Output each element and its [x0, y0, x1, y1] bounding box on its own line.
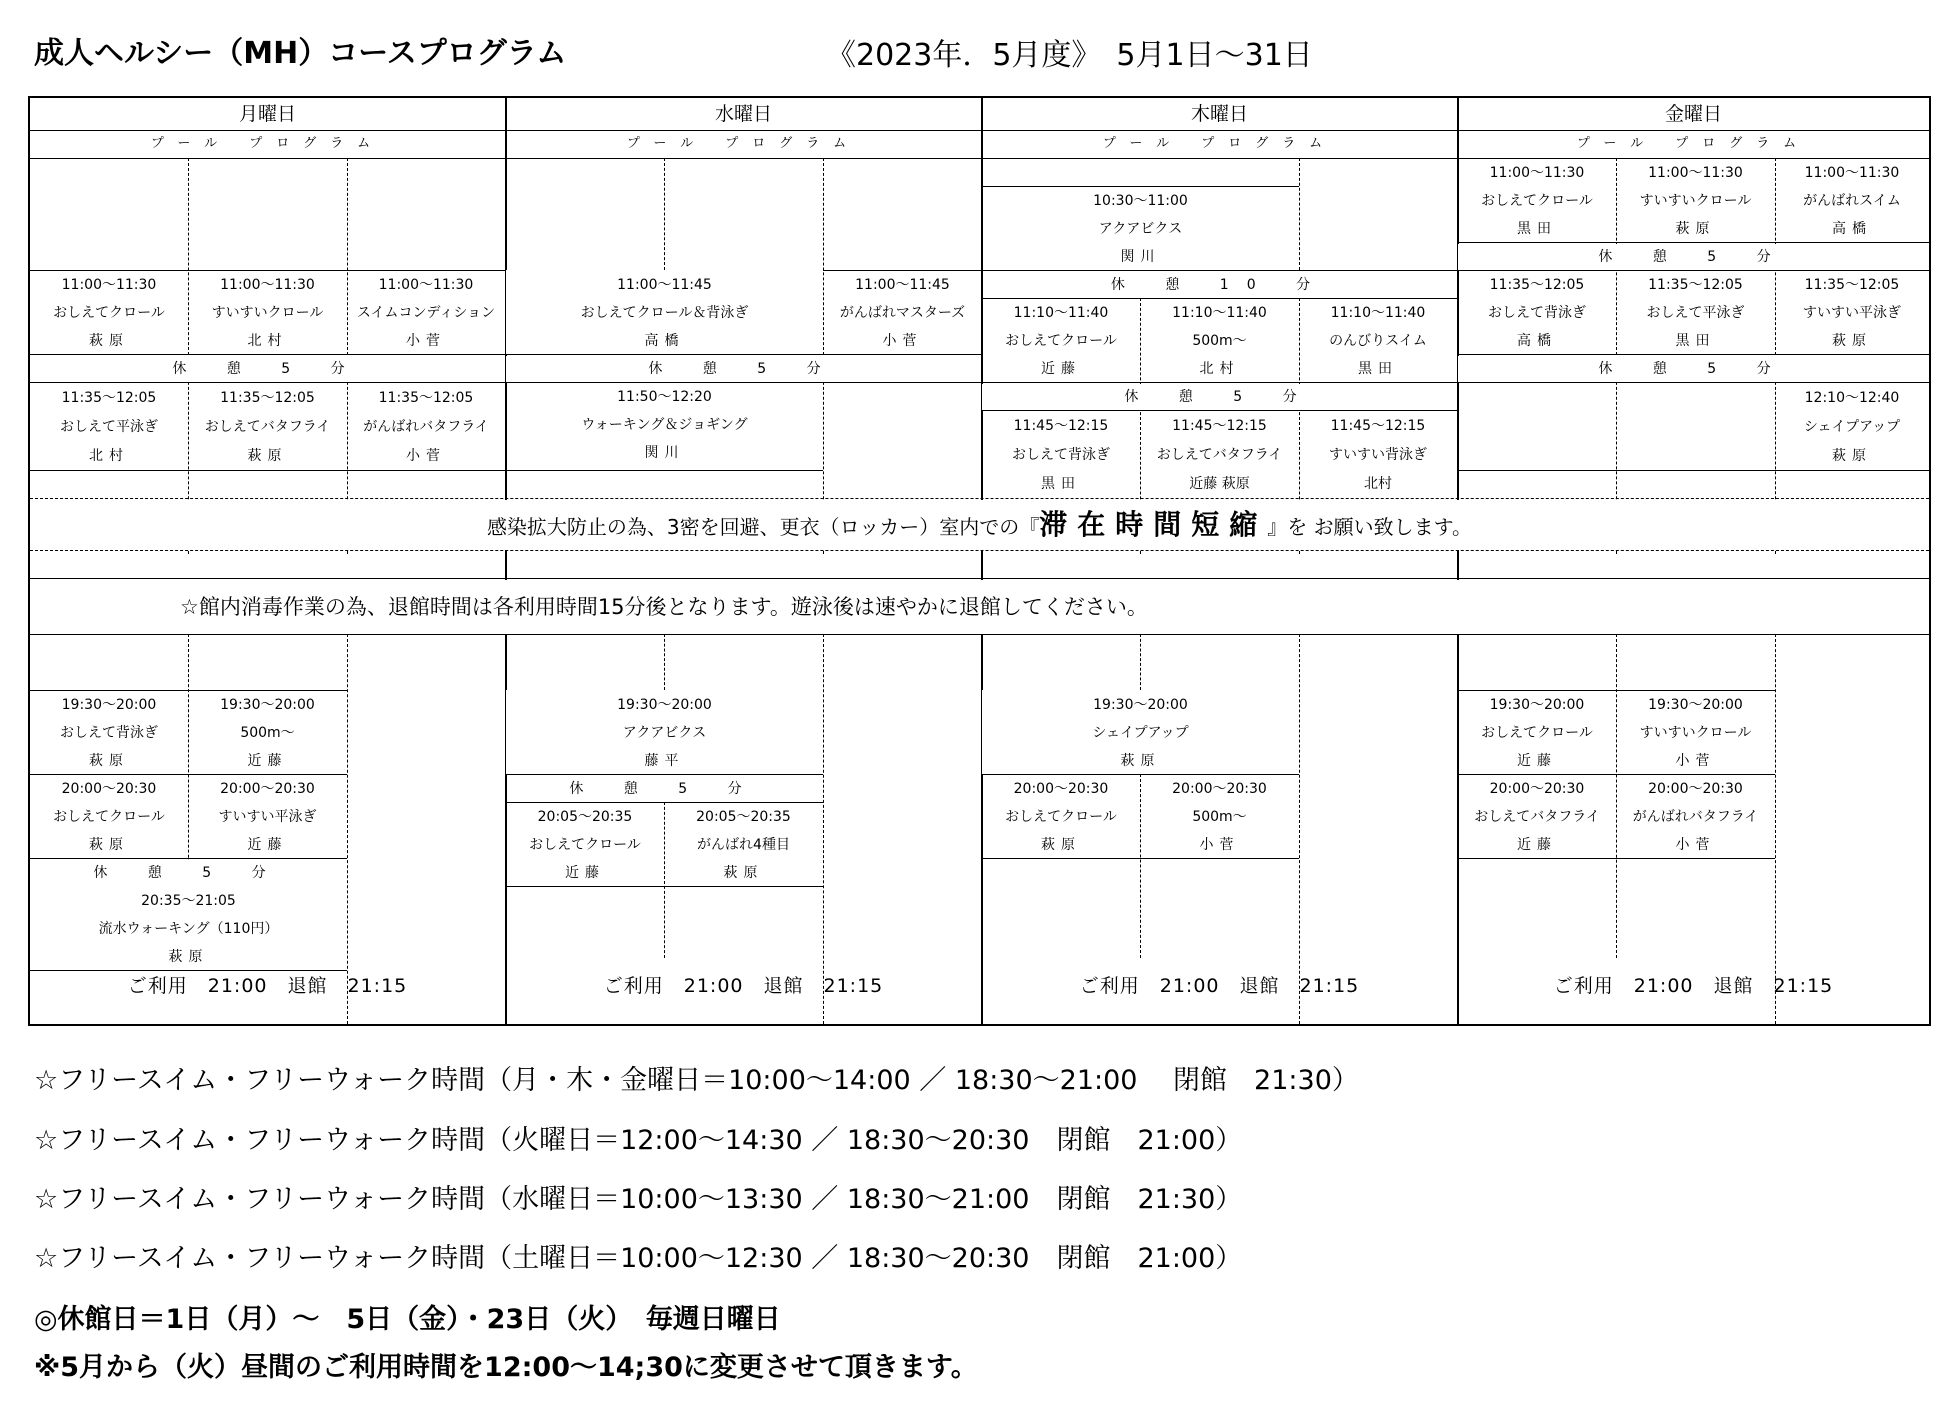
session-name: がんばれ4種目: [697, 837, 790, 853]
session-block: [30, 886, 347, 970]
row-line: [982, 382, 1457, 383]
row-line: [506, 774, 823, 775]
session-time: 19:30～20:00: [61, 697, 157, 713]
session-name: おしえて背泳ぎ: [60, 725, 158, 741]
session-instructor: 黒田: [1517, 221, 1557, 237]
session-name: 500m～: [1192, 809, 1247, 825]
session-name: すいすいクロール: [211, 305, 324, 321]
session-name: おしえて平泳ぎ: [60, 418, 158, 435]
session-name: すいすいクロール: [1639, 193, 1752, 209]
row-line: [1458, 858, 1775, 859]
row-line: [506, 470, 823, 471]
session-name: すいすい平泳ぎ: [1803, 305, 1901, 321]
session-block: [1775, 270, 1929, 354]
session-time: 19:30～20:00: [617, 697, 712, 713]
change-note: ※5月から（火）昼間のご利用時間を12:00～14;30に変更させて頂きます。: [34, 1352, 978, 1383]
session-block: [1616, 774, 1775, 858]
session-name: おしえてクロール: [529, 837, 641, 853]
dashed-line: [30, 498, 1929, 499]
session-instructor: 高橋: [1832, 221, 1872, 237]
notice-stay-short: [30, 500, 1929, 550]
session-block: [188, 270, 347, 354]
row-line: [30, 470, 505, 471]
session-time: 11:45～12:15: [1330, 417, 1426, 434]
closing-time: ご利用 21:00 退館 21:15: [1079, 975, 1360, 997]
session-instructor: 関川: [644, 445, 685, 461]
session-name: のんびりスイム: [1329, 333, 1427, 349]
session-name: おしえてバタフライ: [204, 418, 331, 435]
session-name: がんばれマスターズ: [839, 305, 966, 321]
session-block: [506, 802, 664, 886]
session-time: 11:00～11:45: [855, 277, 950, 293]
session-block: [30, 774, 188, 858]
session-instructor: 近藤: [247, 837, 288, 853]
session-name: すいすい背泳ぎ: [1329, 446, 1427, 463]
session-instructor: 黒田: [1041, 476, 1081, 493]
day-header-thursday: 木曜日: [1190, 103, 1248, 125]
session-name: おしえてクロール: [53, 305, 165, 321]
session-instructor: 小菅: [406, 448, 446, 465]
session-time: 11:35～12:05: [1648, 277, 1743, 293]
session-block: [1458, 774, 1616, 858]
row-line: [506, 886, 823, 887]
notice-text-post: 』を お願い致します。: [1267, 515, 1473, 539]
session-time: 12:10～12:40: [1804, 389, 1900, 406]
session-time: 11:10～11:40: [1172, 305, 1267, 321]
row-line: [30, 858, 347, 859]
session-block: [824, 270, 981, 354]
session-time: 19:30～20:00: [220, 697, 315, 713]
session-time: 11:50～12:20: [617, 389, 712, 405]
session-name: すいすい平泳ぎ: [218, 809, 317, 825]
session-name: がんばれバタフライ: [363, 418, 489, 435]
session-name: シェイプアップ: [1092, 725, 1189, 741]
session-instructor: 萩原: [89, 333, 129, 349]
session-name: 500m～: [240, 725, 295, 741]
session-time: 11:00～11:30: [1648, 165, 1743, 181]
session-instructor: 萩原: [723, 865, 764, 881]
session-name: おしえてクロール: [53, 809, 165, 825]
session-time: 20:00～20:30: [1648, 781, 1743, 797]
session-block: [982, 410, 1140, 498]
sub-col-line: [823, 634, 824, 1024]
sub-col-line: [1140, 634, 1141, 690]
session-time: 19:30～20:00: [1648, 697, 1743, 713]
break-label: 休 憩 5 分: [1458, 244, 1929, 270]
session-instructor: 萩原: [1675, 221, 1716, 237]
break-label: 休 憩 5 分: [1458, 356, 1929, 382]
pool-program-label: プール プログラム: [626, 136, 861, 151]
session-time: 11:35～12:05: [1489, 277, 1585, 293]
session-block: [1299, 298, 1457, 382]
closing-time: ご利用 21:00 退館 21:15: [603, 975, 884, 997]
session-block: [30, 382, 188, 470]
notice-text-pre: 感染拡大防止の為、3密を回避、更衣（ロッカー）室内での『: [486, 515, 1040, 539]
session-time: 11:10～11:40: [1013, 305, 1109, 321]
session-instructor: 近藤: [1517, 753, 1557, 769]
break-label: 休 憩 5 分: [569, 781, 760, 797]
session-block: [30, 690, 188, 774]
page-title: 成人ヘルシー（MH）コースプログラム: [34, 36, 567, 71]
session-instructor: 高橋: [1517, 333, 1557, 349]
session-time: 20:00～20:30: [61, 781, 157, 797]
break-label: 休 憩 5 分: [982, 384, 1457, 410]
session-time: 11:35～12:05: [61, 389, 157, 406]
session-instructor: 萩原: [89, 753, 129, 769]
free-swim-mon-thu-fri: ☆フリースイム・フリーウォーク時間（月・木・金曜日＝10:00～14:00 ／ 18:30～21:00 閉館 21:30）: [34, 1065, 1359, 1096]
session-instructor: 萩原: [1832, 448, 1872, 465]
session-instructor: 高橋: [644, 333, 685, 349]
session-instructor: 萩原: [247, 448, 288, 465]
session-time: 11:35～12:05: [220, 389, 315, 406]
session-name: おしえてクロール: [1005, 333, 1117, 349]
row-line: [30, 634, 1929, 635]
break-label: 休 憩 5 分: [30, 860, 347, 886]
session-name: おしえてバタフライ: [1156, 446, 1283, 463]
session-name: おしえてバタフライ: [1474, 809, 1600, 825]
session-block: [506, 270, 823, 354]
row-line: [30, 354, 505, 355]
day-header-wednesday: 水曜日: [714, 103, 772, 125]
pool-program-label: プール プログラム: [150, 136, 385, 151]
sub-col-line: [347, 634, 348, 1024]
session-block: [1616, 690, 1775, 774]
session-time: 20:00～20:30: [1489, 781, 1585, 797]
pool-program-label: プール プログラム: [1102, 136, 1337, 151]
session-block: [1775, 158, 1929, 242]
pool-program-label: プール プログラム: [1576, 136, 1811, 151]
sub-col-line: [1299, 634, 1300, 1024]
session-name: スイムコンディション: [356, 305, 496, 321]
session-block: [1458, 690, 1616, 774]
session-time: 11:00～11:45: [617, 277, 712, 293]
session-time: 20:05～20:35: [537, 809, 633, 825]
session-name: 流水ウォーキング（110円）: [98, 921, 279, 937]
dashed-line: [30, 550, 1929, 551]
schedule-grid: [28, 96, 1931, 1026]
session-instructor: 関川: [1120, 249, 1161, 265]
session-name: シェイプアップ: [1803, 418, 1901, 435]
session-instructor: 小菅: [1199, 837, 1240, 853]
session-time: 11:45～12:15: [1172, 417, 1267, 434]
closed-days: ◎休館日＝1日（月）～ 5日（金）・23日（火） 毎週日曜日: [34, 1304, 781, 1335]
session-name: 500m～: [1192, 333, 1247, 349]
session-name: がんばれバタフライ: [1632, 809, 1759, 825]
session-time: 19:30～20:00: [1489, 697, 1585, 713]
closing-time: ご利用 21:00 退館 21:15: [127, 975, 408, 997]
free-swim-sat: ☆フリースイム・フリーウォーク時間（土曜日＝10:00～12:30 ／ 18:30～20:30 閉館 21:00）: [34, 1243, 1243, 1274]
row-line: [982, 858, 1299, 859]
session-instructor: 近藤: [565, 865, 605, 881]
sub-col-line: [1775, 634, 1776, 1024]
session-instructor: 黒田: [1675, 333, 1716, 349]
sub-col-line: [1299, 158, 1300, 270]
session-block: [347, 270, 505, 354]
session-time: 11:00～11:30: [378, 277, 474, 293]
session-instructor: 萩原: [89, 837, 129, 853]
session-name: おしえてクロール: [1481, 193, 1593, 209]
session-block: [506, 382, 823, 466]
break-label: 休 憩 5 分: [506, 356, 981, 382]
session-block: [1458, 270, 1616, 354]
session-block: [1458, 158, 1616, 242]
session-time: 20:00～20:30: [220, 781, 315, 797]
closing-time: ご利用 21:00 退館 21:15: [1553, 975, 1834, 997]
row-line: [506, 354, 981, 355]
sub-col-line: [664, 634, 665, 690]
row-line: [30, 578, 1929, 579]
row-line: [1458, 354, 1929, 355]
session-block: [982, 690, 1299, 774]
session-time: 11:00～11:30: [1489, 165, 1585, 181]
row-line: [1458, 242, 1929, 243]
session-name: おしえてクロール: [1481, 725, 1593, 741]
sub-col-line: [664, 158, 665, 270]
session-time: 11:35～12:05: [378, 389, 474, 406]
session-name: おしえて平泳ぎ: [1646, 305, 1745, 321]
row-line: [1458, 470, 1929, 471]
session-name: おしえて背泳ぎ: [1488, 305, 1586, 321]
session-block: [188, 382, 347, 470]
session-time: 20:00～20:30: [1013, 781, 1109, 797]
session-name: ウォーキング＆ジョギング: [581, 417, 748, 433]
row-line: [982, 270, 1457, 271]
session-name: がんばれスイム: [1803, 193, 1901, 209]
session-time: 20:05～20:35: [696, 809, 791, 825]
session-instructor: 萩原: [1041, 837, 1081, 853]
session-name: アクアビクス: [1098, 221, 1183, 237]
session-block: [30, 270, 188, 354]
session-block: [188, 690, 347, 774]
session-instructor: 黒田: [1358, 361, 1398, 377]
free-swim-wed: ☆フリースイム・フリーウォーク時間（水曜日＝10:00～13:30 ／ 18:30～21:00 閉館 21:30）: [34, 1184, 1243, 1215]
session-instructor: 北村: [247, 333, 288, 349]
session-time: 11:00～11:30: [61, 277, 157, 293]
session-name: アクアビクス: [622, 725, 707, 741]
session-block: [188, 774, 347, 858]
session-instructor: 萩原: [1832, 333, 1872, 349]
session-block: [1140, 774, 1299, 858]
session-block: [1299, 410, 1457, 498]
session-name: おしえて背泳ぎ: [1012, 446, 1110, 463]
session-block: [1140, 410, 1299, 498]
period-label: 《2023年．5月度》 5月1日～31日: [826, 38, 1313, 73]
break-label: 休 憩 5 分: [30, 356, 505, 382]
session-instructor: 近藤: [1041, 361, 1081, 377]
session-instructor: 近藤: [247, 753, 288, 769]
session-instructor: 萩原: [1120, 753, 1161, 769]
session-block: [982, 186, 1299, 270]
session-instructor: 北村: [1364, 476, 1392, 493]
session-instructor: 小菅: [882, 333, 923, 349]
notice-emphasis: 滞在時間短縮: [1039, 508, 1268, 541]
break-label: 休 憩 10 分: [1110, 277, 1329, 293]
session-instructor: 北村: [89, 448, 129, 465]
session-time: 11:00～11:30: [1804, 165, 1900, 181]
notice-disinfection: ☆館内消毒作業の為、退館時間は各利用時間15分後となります。遊泳後は速やかに退館してください。: [180, 595, 1148, 619]
session-instructor: 近藤 萩原: [1189, 476, 1250, 493]
session-instructor: 小菅: [406, 333, 446, 349]
session-time: 11:35～12:05: [1804, 277, 1900, 293]
session-time: 20:00～20:30: [1172, 781, 1267, 797]
session-block: [664, 802, 823, 886]
session-instructor: 小菅: [1675, 837, 1716, 853]
session-block: [982, 774, 1140, 858]
day-header-friday: 金曜日: [1664, 103, 1722, 125]
session-time: 11:45～12:15: [1013, 417, 1109, 434]
session-name: おしえてクロール＆背泳ぎ: [580, 305, 749, 321]
session-instructor: 藤平: [644, 753, 685, 769]
session-time: 20:35～21:05: [141, 893, 236, 909]
session-name: おしえてクロール: [1005, 809, 1117, 825]
session-block: [1616, 158, 1775, 242]
session-instructor: 萩原: [168, 949, 209, 965]
session-block: [347, 382, 505, 470]
session-instructor: 近藤: [1517, 837, 1557, 853]
session-instructor: 北村: [1199, 361, 1240, 377]
session-name: すいすいクロール: [1639, 725, 1752, 741]
session-time: 11:10～11:40: [1330, 305, 1426, 321]
day-header-monday: 月曜日: [238, 103, 296, 125]
session-instructor: 小菅: [1675, 753, 1716, 769]
session-time: 19:30～20:00: [1093, 697, 1188, 713]
free-swim-tue: ☆フリースイム・フリーウォーク時間（火曜日＝12:00～14:30 ／ 18:30～20:30 閉館 21:00）: [34, 1125, 1243, 1156]
session-block: [506, 690, 823, 774]
session-block: [1616, 270, 1775, 354]
session-block: [1775, 382, 1929, 470]
session-time: 11:00～11:30: [220, 277, 315, 293]
session-time: 10:30～11:00: [1093, 193, 1188, 209]
session-block: [1140, 298, 1299, 382]
session-block: [982, 298, 1140, 382]
